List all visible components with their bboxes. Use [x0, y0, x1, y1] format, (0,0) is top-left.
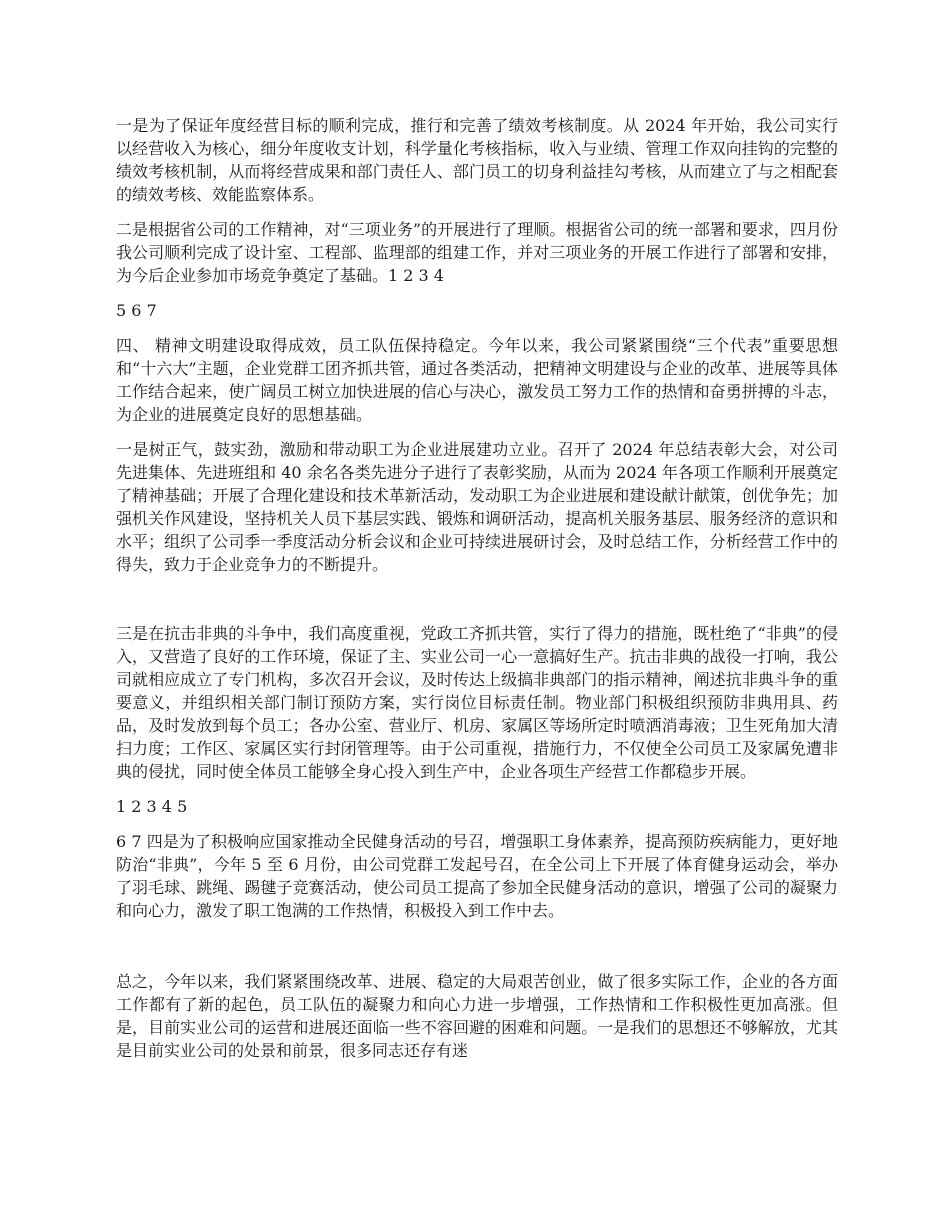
paragraph-encourage-staff: 一是树正气，鼓实劲，激励和带动职工为企业进展建功立业。召开了 2024 年总结表彰大会，对公司先进集体、先进班组和 40 余名各类先进分子进行了表彰奖励，从而为 2024 年各项工作顺利开展奠定了精神基础；开展了合理化建设和技术革新活动，发动职工为企业进展和建设献计献策，创优争先；加强机关作风建设，坚持机关人员下基层实践、锻炼和调研活动，提高机关服务基层、服务经济的意识和水平；组织了公司季一季度活动分析会议和企业可持续进展研讨会，及时总结工作，分析经营工作中的得失，致力于企业竞争力的不断提升。 — [116, 440, 838, 574]
document-page — [116, 114, 838, 1074]
paragraph-spacer — [116, 588, 838, 622]
paragraph-summary: 总之，今年以来，我们紧紧围绕改革、进展、稳定的大局艰苦创业，做了很多实际工作，企业的各方面工作都有了新的起色，员工队伍的凝聚力和向心力进一步增强，工作热情和工作积极性更加高涨。但是，目前实业公司的运营和进展还面临一些不容回避的困难和问题。一是我们的思想还不够解放，尤其是目前实业公司的处景和前景，很多同志还存有迷 — [116, 972, 838, 1060]
paragraph-sars-prevention: 三是在抗击非典的斗争中，我们高度重视，党政工齐抓共管，实行了得力的措施，既杜绝了“非典”的侵入，又营造了良好的工作环境，保证了主、实业公司一心一意搞好生产。抗击非典的战役一打响，我公司就相应成立了专门机构，多次召开会议，及时传达上级搞非典部门的指示精神，阐述抗非典斗争的重要意义，并组织相关部门制订预防方案，实行岗位目标责任制。物业部门积极组织预防非典用具、药品，及时发放到每个员工；各办公室、营业厅、机房、家属区等场所定时喷洒消毒液；卫生死角加大清扫力度；工作区、家属区实行封闭管理等。由于公司重视，措施行力，不仅使全公司员工及家属免遭非典的侵扰，同时使全体员工能够全身心投入到生产中，企业各项生产经营工作都稳步开展。 — [116, 624, 838, 781]
paragraph-spacer — [116, 934, 838, 970]
paragraph-performance-assessment: 一是为了保证年度经营目标的顺利完成，推行和完善了绩效考核制度。从 2024 年开始，我公司实行以经营收入为核心，细分年度收支计划，科学量化考核指标，收入与业绩、管理工作双向挂钩的完整的绩效考核机制，从而将经营成果和部门责任人、部门员工的切身利益挂勾考核，从而建立了与之相配套的绩效考核、效能监察体系。 — [116, 116, 838, 204]
paragraph-spiritual-civilization: 四、 精神文明建设取得成效，员工队伍保持稳定。今年以来，我公司紧紧围绕“三个代表”重要思想和“十六大”主题，企业党群工团齐抓共管，通过各类活动，把精神文明建设与企业的改革、进展等具体工作结合起来，使广阔员工树立加快进展的信心与决心，激发员工努力工作的热情和奋勇拼搏的斗志，为企业的进展奠定良好的思想基础。 — [116, 336, 838, 424]
paragraph-fitness-activities: 6 7 四是为了积极响应国家推动全民健身活动的号召，增强职工身体素养，提高预防疾病能力，更好地防治“非典”，今年 5 至 6 月份，由公司党群工发起号召，在全公司上下开展了体育健身运动会，举办了羽毛球、跳绳、踢毽子竞赛活动，使公司员工提高了参加全民健身活动的意识，增强了公司的凝聚力和向心力，激发了职工饱满的工作热情，积极投入到工作中去。 — [116, 832, 838, 920]
paragraph-three-businesses: 二是根据省公司的工作精神，对“三项业务”的开展进行了理顺。根据省公司的统一部署和要求，四月份我公司顺利完成了设计室、工程部、监理部的组建工作，并对三项业务的开展工作进行了部署和安排，为今后企业参加市场竞争奠定了基础。1 2 3 4 — [116, 220, 838, 285]
paragraph-page-numbers-2: 1 2 3 4 5 — [116, 797, 188, 816]
paragraph-page-numbers-1: 5 6 7 — [116, 301, 157, 320]
